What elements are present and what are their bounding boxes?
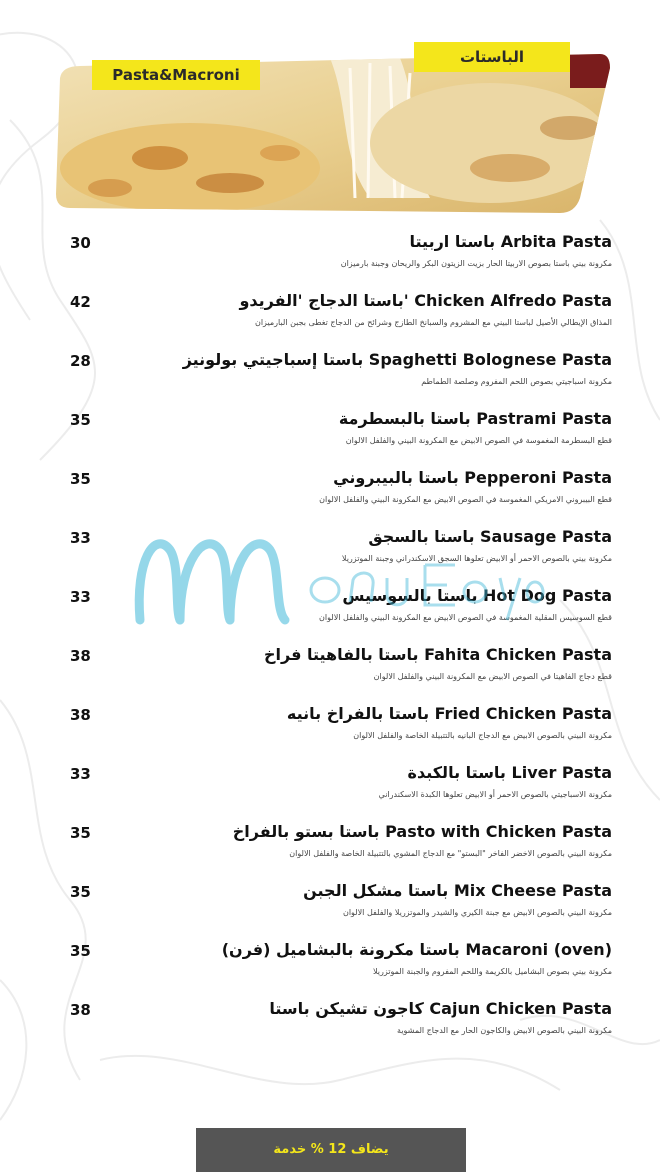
- item-price: 35: [70, 411, 91, 429]
- list-item: [0, 635, 660, 693]
- list-item: [0, 812, 660, 870]
- list-item: [0, 694, 660, 752]
- item-name: باستا إسباجيتي بولونيز Spaghetti Bolognese Pasta: [182, 350, 612, 369]
- list-item: [0, 989, 660, 1047]
- item-price: 35: [70, 824, 91, 842]
- item-description: مكرونة بيني بالصوص الاحمر أو الابيض تعلوها السجق الاسكندراني وجبنة الموتزريلا: [341, 554, 612, 563]
- item-price: 38: [70, 706, 91, 724]
- item-price: 35: [70, 942, 91, 960]
- item-description: قطع البسطرمة المغموسة في الصوص الابيض مع المكرونة البيني والفلفل الالوان: [345, 436, 612, 445]
- item-name: باستا بالبسطرمة Pastrami Pasta: [338, 409, 612, 428]
- item-description: مكرونة البيني بالصوص الابيض والكاجون الحار مع الدجاج المشوية: [397, 1026, 612, 1035]
- item-name: كاجون تشيكن باستا Cajun Chicken Pasta: [269, 999, 612, 1018]
- item-price: 33: [70, 765, 91, 783]
- item-name: باستا بالفراخ بانيه Fried Chicken Pasta: [286, 704, 612, 723]
- item-description: مكرونة البيني بالصوص الابيض مع جبنة الكيري والشيدر والموتزريلا والفلفل الالوان: [342, 908, 612, 917]
- item-description: قطع السوسيس المقلية المغموسة في الصوص الابيض مع المكرونة البيني والفلفل الالوان: [319, 613, 612, 622]
- item-name: باستا بالبيبروني Pepperoni Pasta: [333, 468, 612, 487]
- list-item: [0, 281, 660, 339]
- list-item: [0, 340, 660, 398]
- item-name: باستا بستو بالفراخ Pasto with Chicken Pasta: [232, 822, 612, 841]
- item-name: باستا بالكبدة Liver Pasta: [407, 763, 612, 782]
- service-charge-text: يضاف 12 % خدمة: [273, 1142, 389, 1157]
- list-item: [0, 871, 660, 929]
- item-description: مكرونة بيني باستا بصوص الاربيتا الحار بزيت الزيتون البكر والريحان وجبنة بارميزان: [340, 259, 612, 268]
- item-price: 38: [70, 1001, 91, 1019]
- item-price: 42: [70, 293, 91, 311]
- item-price: 38: [70, 647, 91, 665]
- item-price: 33: [70, 529, 91, 547]
- item-name: باستا بالسجق Sausage Pasta: [368, 527, 612, 546]
- item-name: باستا الدجاج 'الفريدو' Chicken Alfredo Pasta: [239, 291, 612, 310]
- item-description: قطع البيبروني الامريكي المغموسة في الصوص الابيض مع المكرونة البيني والفلفل الالوان: [319, 495, 612, 504]
- item-price: 33: [70, 588, 91, 606]
- item-price: 28: [70, 352, 91, 370]
- item-name: باستا مكرونة بالبشاميل (فرن) Macaroni (oven): [221, 940, 612, 959]
- item-name: باستا مشكل الجبن Mix Cheese Pasta: [303, 881, 612, 900]
- list-item: [0, 930, 660, 988]
- list-item: [0, 576, 660, 634]
- item-description: المذاق الإيطالي الأصيل لباستا البيني مع المشروم والسبانخ الطازج وشرائح من الدجاج تغطى بجبن البارميزان: [254, 318, 612, 327]
- item-description: مكرونة بيني بصوص البشاميل بالكريمة واللحم المفروم والجبنة الموتزريلا: [373, 967, 612, 976]
- list-item: [0, 753, 660, 811]
- item-description: مكرونة الاسباجيتي بالصوص الاحمر أو الابيض تعلوها الكبدة الاسكندراني: [378, 790, 612, 799]
- list-item: [0, 399, 660, 457]
- item-description: مكرونة البيني بالصوص الابيض مع الدجاج البانيه بالتتبيلة الخاصة والفلفل الالوان: [353, 731, 612, 740]
- list-item: [0, 517, 660, 575]
- item-description: مكرونة اسباجيتي بصوص اللحم المفروم وصلصة الطماطم: [421, 377, 612, 386]
- service-charge-banner: [196, 1128, 466, 1172]
- section-tag-english: Pasta&Macroni: [92, 60, 260, 90]
- item-price: 35: [70, 470, 91, 488]
- list-item: [0, 458, 660, 516]
- item-price: 35: [70, 883, 91, 901]
- item-name: باستا اربيتا Arbita Pasta: [409, 232, 612, 251]
- item-description: مكرونة البيني بالصوص الاخضر الفاخر "البستو" مع الدجاج المشوي بالتتبيلة الخاصة والفلفل الالوان: [289, 849, 612, 858]
- item-name: باستا بالسوسيس Hot Dog Pasta: [342, 586, 612, 605]
- item-price: 30: [70, 234, 91, 252]
- item-name: باستا بالفاهيتا فراخ Fahita Chicken Pasta: [263, 645, 612, 664]
- item-description: قطع دجاج الفاهيتا في الصوص الابيض مع المكرونة البيني والفلفل الالوان: [373, 672, 612, 681]
- section-tag-arabic: الباستات: [414, 42, 570, 72]
- list-item: [0, 222, 660, 280]
